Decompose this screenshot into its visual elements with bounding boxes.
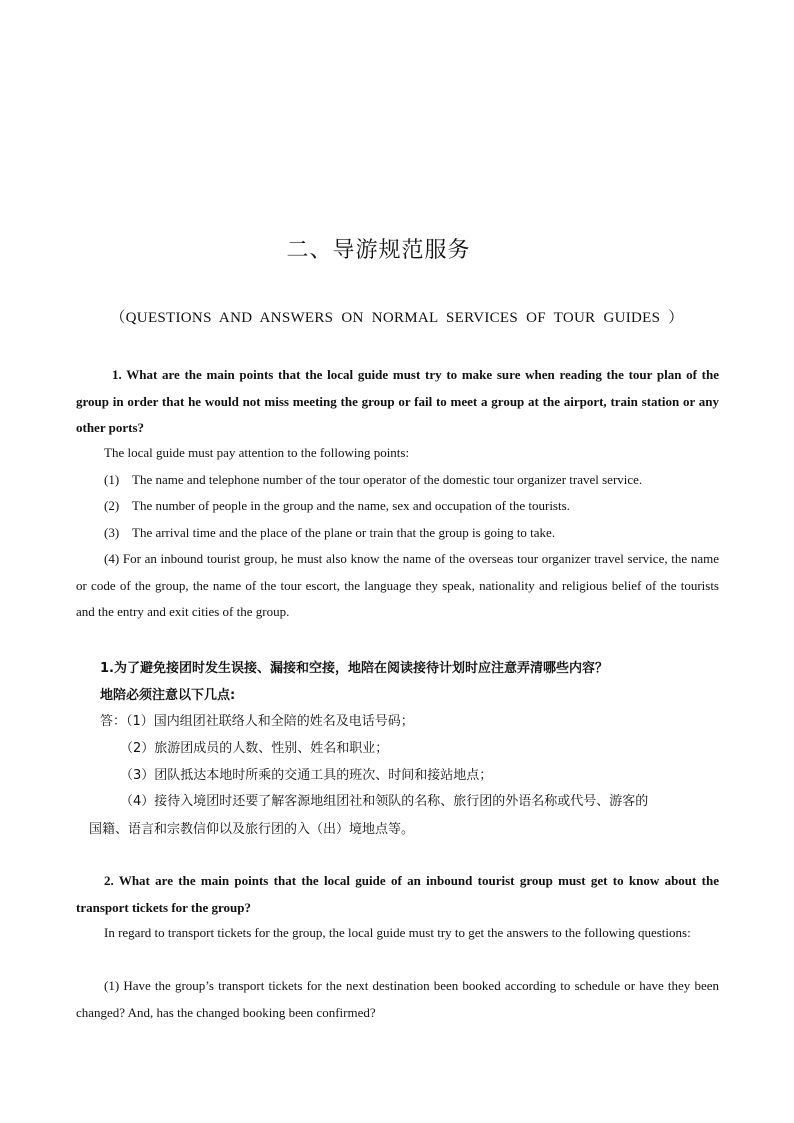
question-1-cn: 1.为了避免接团时发生误接、漏接和空接，地陪在阅读接待计划时应注意弄清哪些内容？ [100,661,608,676]
answer-1-item-3 [104,525,555,541]
answer-2-item-1 [76,973,719,1026]
page-subtitle: （QUESTIONS AND ANSWERS ON NORMAL SERVICES OF TOUR GUIDES ） [110,310,684,326]
item-4-text: (4) For an inbound tourist group, he must also know the name of the overseas tour organizer travel service, the name or code of the group, the name of the tour escort, the language they speak, nationality and religious belief of the tourists and the entry and exit cities of the group. [76,551,719,619]
question-2-en [76,868,719,921]
answer-2-intro [76,920,719,947]
answer-2-item-1-text: (1) Have the group’s transport tickets for the next destination been booked according to schedule or have they been changed? And, has the changed booking been confirmed? [76,978,719,1020]
question-1-en [76,362,719,442]
item-number: (1) [104,472,120,487]
item-number: (2) [104,498,120,513]
answer-1-item-1 [104,472,642,488]
answer-1-cn-line-1: 答：（1）国内组团社联络人和全陪的姓名及电话号码； [100,714,414,729]
answer-1-item-2 [104,498,570,514]
item-text: The name and telephone number of the tour operator of the domestic tour organizer travel service. [132,472,643,487]
answer-1-item-4 [76,546,719,626]
item-number: (3) [104,525,120,540]
answer-1-intro: The local guide must pay attention to the following points: [104,445,410,460]
question-2-text: 2. What are the main points that the local guide of an inbound tourist group must get to know about the transport tickets for the group? [76,873,719,915]
answer-1-cn-line-4a: （4）接待入境团时还要了解客源地组团社和领队的名称、旅行团的外语名称或代号、游客的 [120,794,649,809]
answer-1-cn-line-2: （2）旅游团成员的人数、性别、姓名和职业； [120,741,389,756]
answer-1-cn-line-3: （3）团队抵达本地时所乘的交通工具的班次、时间和接站地点； [120,768,493,783]
question-1-text: 1. What are the main points that the local guide must try to make sure when reading the tour plan of the group in order that he would not miss meeting the group or fail to meet a group at the airport, train station or any other ports? [76,367,719,435]
item-text: The arrival time and the place of the plane or train that the group is going to take. [132,525,556,540]
page-title: 二、导游规范服务 [286,238,471,263]
answer-1-cn-intro: 地陪必须注意以下几点: [100,688,236,703]
answer-2-intro-text: In regard to transport tickets for the group, the local guide must try to get the answers to the following questions: [104,925,691,940]
item-text: The number of people in the group and the name, sex and occupation of the tourists. [132,498,570,513]
answer-1-cn-line-4b: 国籍、语言和宗教信仰以及旅行团的入（出）境地点等。 [89,822,415,837]
